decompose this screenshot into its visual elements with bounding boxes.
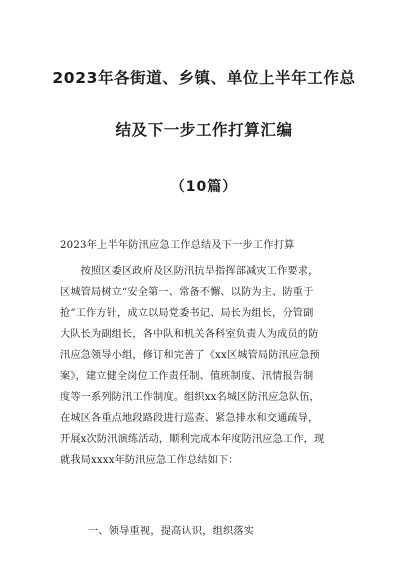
body-line: 开展x次防汛演练活动，顺利完成本年度防汛应急工作，现 [60,434,325,445]
body-line: 在城区各重点地段路段进行巡查、紧急排水和交通疏导， [60,413,319,424]
document-title-line-1: 2023年各街道、乡镇、单位上半年工作总 [52,69,356,87]
article-subtitle: 2023年上半年防汛应急工作总结及下一步工作打算 [60,240,295,251]
body-line: 就我局xxxx年防汛应急工作总结如下： [60,455,239,466]
body-line: 案》，建立健全岗位工作责任制、值班制度、汛情报告制 [60,371,314,382]
body-line: 抢”工作方针，成立以局党委书记、局长为组长，分管副 [60,308,314,319]
document-title-line-2: 结及下一步工作打算汇编 [115,121,293,139]
section-heading: 一、领导重视，提高认识，组织落实 [88,526,255,537]
body-line: 区城管局树立“安全第一、常备不懈、以防为主、防重于 [60,287,314,298]
body-line: 度等一系列防汛工作制度。组织xx名城区防汛应急队伍， [60,392,320,403]
article-count: （10篇） [170,179,238,195]
body-line: 大队长为副组长，各中队和机关各科室负责人为成员的防 [60,329,319,340]
body-line: 汛应急领导小组，修订和完善了《xx区城管局防汛应急预 [60,350,320,361]
body-line: 按照区委区政府及区防汛抗旱指挥部减灾工作要求， [60,266,319,277]
